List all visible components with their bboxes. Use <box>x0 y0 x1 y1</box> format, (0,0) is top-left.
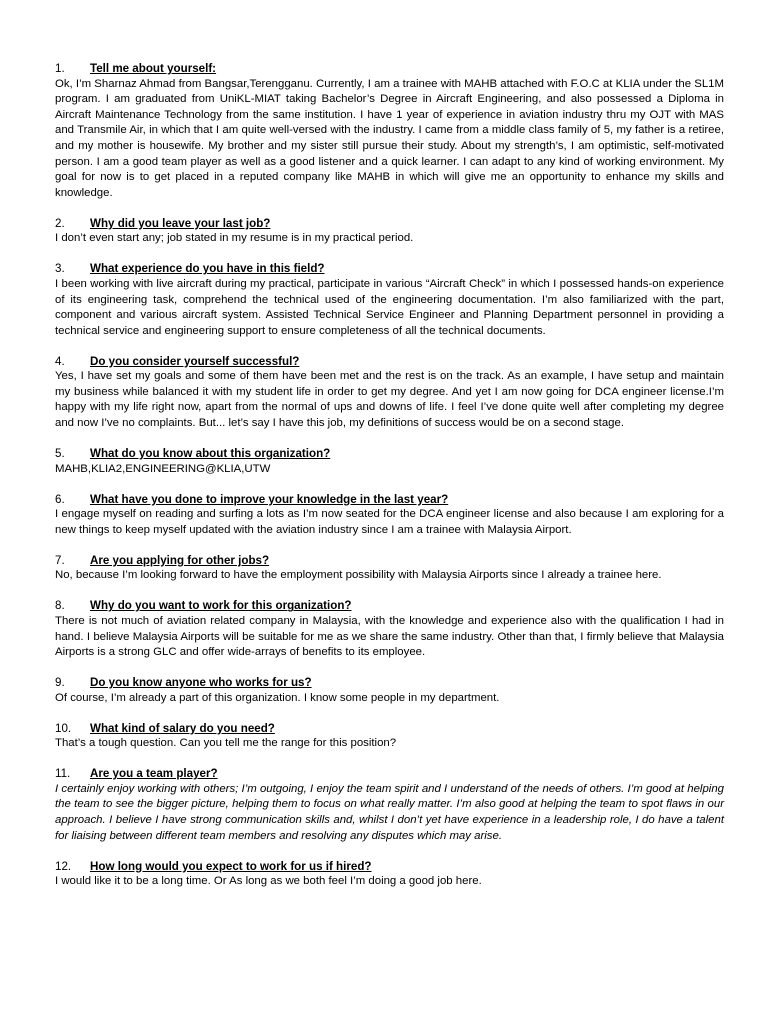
question-text: Do you know anyone who works for us? <box>90 676 312 690</box>
question-list <box>55 61 724 890</box>
question-number: 1. <box>55 62 65 75</box>
answer-text: MAHB,KLIA2,ENGINEERING@KLIA,UTW <box>55 462 271 475</box>
question-text: What have you done to improve your knowledge in the last year? <box>90 492 449 506</box>
question-item <box>55 766 724 844</box>
question-text: Why did you leave your last job? <box>90 216 271 230</box>
question-line <box>55 766 724 782</box>
answer-text: No, because I’m looking forward to have the employment possibility with Malaysia Airports since I already a trainee here. <box>55 569 662 582</box>
question-item <box>55 859 724 890</box>
question-line <box>55 553 724 569</box>
question-text: Do you consider yourself successful? <box>90 354 300 368</box>
question-text: Are you applying for other jobs? <box>90 553 270 567</box>
question-line <box>55 216 724 232</box>
question-number: 9. <box>55 676 65 690</box>
question-number: 5. <box>55 447 65 461</box>
question-item <box>55 261 724 339</box>
question-line <box>55 354 724 370</box>
question-number: 2. <box>55 216 65 230</box>
question-item <box>55 354 724 432</box>
question-number: 8. <box>55 599 65 613</box>
question-line <box>55 859 724 875</box>
question-line <box>55 61 724 77</box>
question-item <box>55 598 724 660</box>
question-text: Tell me about yourself: <box>90 62 217 75</box>
question-line <box>55 598 724 614</box>
question-item <box>55 446 724 477</box>
question-line <box>55 446 724 462</box>
question-text: What do you know about this organization? <box>90 447 331 461</box>
question-number: 4. <box>55 354 65 368</box>
question-number: 7. <box>55 553 65 567</box>
answer-text: There is not much of aviation related company in Malaysia, with the knowledge and experience also with the qualification I had in hand. I believe Malaysia Airports will be suitable for me as we share the same industry. Other than that, I firmly believe that Malaysia Airports is a strong GLC and offer wide-arrays of benefits to its employee. <box>55 614 724 659</box>
question-item <box>55 61 724 201</box>
answer-text: I would like it to be a long time. Or As long as we both feel I’m doing a good job here. <box>55 875 482 888</box>
question-number: 12. <box>55 859 72 873</box>
question-number: 6. <box>55 492 65 506</box>
question-text: How long would you expect to work for us if hired? <box>90 859 372 873</box>
answer-text: Yes, I have set my goals and some of them have been met and the rest is on the track. As an example, I have setup and maintain my business while balanced it with my student life in order to get my degree. And yet I am now going for DCA engineer license.I’m happy with my life right now, apart from the normal of ups and downs of life. I feel I’ve done quite well after completing my degree and now I’ve no complaints. But... let’s say I have this job, my definitions of success would be on a second stage. <box>55 370 724 430</box>
answer-text: That’s a tough question. Can you tell me the range for this position? <box>55 737 397 750</box>
question-line <box>55 675 724 691</box>
question-line <box>55 492 724 508</box>
question-text: Are you a team player? <box>90 767 218 781</box>
question-line <box>55 261 724 277</box>
answer-text: Ok, I’m Sharnaz Ahmad from Bangsar,Terengganu. Currently, I am a trainee with MAHB attached with F.O.C at KLIA under the SL1M program. I am graduated from UniKL-MIAT taking Bachelor’s Degree in Aircraft Engineering, and also possessed a Diploma in Aircraft Maintenance Technology from the same institution. I have 1 year of experience in aviation industry thru my OJT with MAS and Transmile Air, in which that I am quite well-versed with the industry. I came from a middle class family of 5, my father is a retiree, and my mother is housewife. My brother and my sister still pursue their study. About my strength’s, I am optimistic, self-motivated person. I am a good team player as well as a good listener and a quick learner. I can adapt to any kind of working environment. My goal for now is to get placed in a reputed company like MAHB in which will give me an opportunity to enhance my skills and knowledge. <box>55 77 724 199</box>
question-item <box>55 553 724 584</box>
question-number: 11. <box>55 767 71 781</box>
answer-text: I engage myself on reading and surfing a lots as I’m now seated for the DCA engineer license and also because I am exploring for a new things to keep myself updated with the aviation industry since I am a trainee with Malaysia Airport. <box>55 508 724 536</box>
question-line <box>55 721 724 737</box>
question-item <box>55 721 724 752</box>
answer-text: I don’t even start any; job stated in my resume is in my practical period. <box>55 232 414 245</box>
question-item <box>55 216 724 247</box>
question-text: Why do you want to work for this organization? <box>90 599 352 613</box>
question-number: 10. <box>55 721 72 735</box>
question-item <box>55 492 724 539</box>
answer-text: Of course, I’m already a part of this organization. I know some people in my department. <box>55 691 500 704</box>
question-item <box>55 675 724 706</box>
answer-text: I been working with live aircraft during my practical, participate in various “Aircraft Check” in which I possessed hands-on experience of its engineering task, comprehend the technical used of the engineering documentation. I’m also familiarized with the part, component and various aircraft system. Assisted Technical Service Engineer and Planning Department personnel in providing a technical service and engineering support to ensure completeness of all the technical documents. <box>55 277 724 337</box>
question-text: What experience do you have in this field? <box>90 262 325 276</box>
question-text: What kind of salary do you need? <box>90 721 275 735</box>
question-number: 3. <box>55 262 65 276</box>
answer-text: I certainly enjoy working with others; I’m outgoing, I enjoy the team spirit and I understand of the needs of others. I’m good at helping the team to see the bigger picture, helping them to focus on what really matter. I’m also good at helping the team to spot flaws in our approach. I believe I have strong communication skills and, whilst I don’t yet have experience in a leadership role, I do have a talent for liaising between different team members and resolving any disputes which may arise. <box>55 782 724 842</box>
